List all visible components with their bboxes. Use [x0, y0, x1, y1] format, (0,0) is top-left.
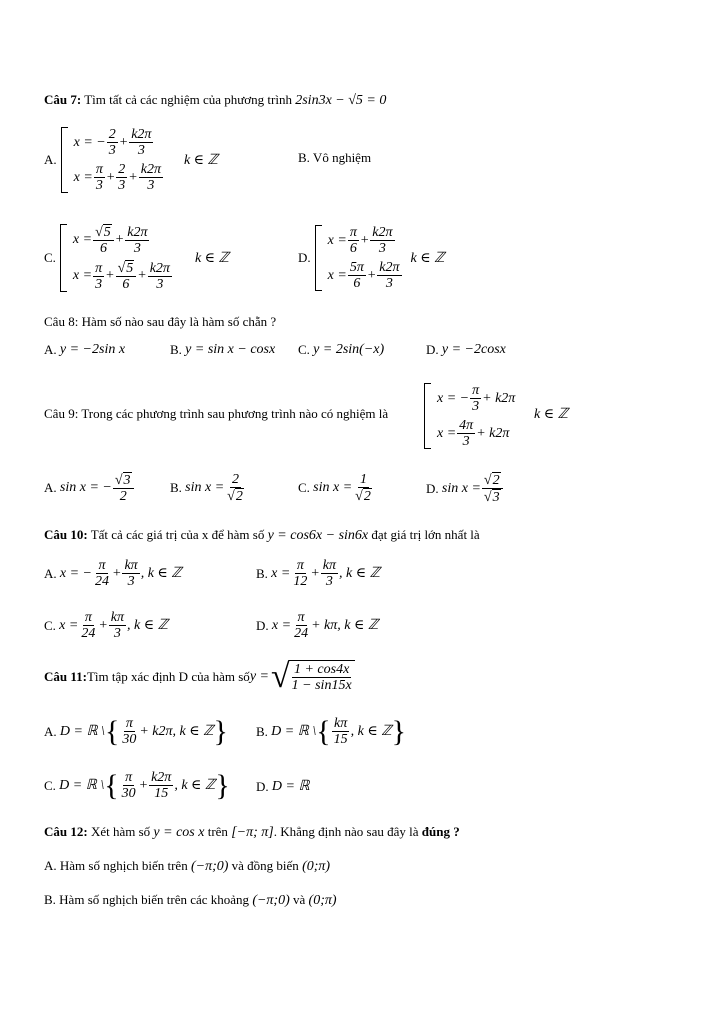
- q9-option-a: A. sin x = − $\frac{√3}{2}$: [44, 472, 135, 504]
- bracket: [424, 383, 431, 449]
- equation-system: x = − $\frac{2}{3}$ + $\frac{k2\pi}{3}$ x = $\frac{\pi}{3}$ + $\frac{2}{3}$ + $\frac{k2\pi}{3}$: [61, 127, 164, 193]
- q8-text: Hàm số nào sau đây là hàm số chẵn ?: [78, 314, 277, 329]
- q9-text: Trong các phương trình sau phương trình nào có nghiệm là: [78, 406, 389, 421]
- q12-option-b: B. Hàm số nghịch biến trên các khoảng (−π;0) và (0;π): [44, 892, 337, 908]
- q9-k-in-z: k ∈ ℤ: [534, 407, 569, 422]
- q12-option-a: A. Hàm số nghịch biến trên (−π;0) và đồng biến (0;π): [44, 858, 331, 874]
- question-8: [44, 314, 276, 330]
- q9-solution-system: [424, 376, 515, 456]
- q7-option-c: [44, 215, 229, 301]
- q8-label: Câu 8:: [44, 314, 79, 329]
- q10-option-b: B. x = $\frac{\pi}{12}$ + $\frac{k\pi}{3}$ , k ∈ ℤ: [256, 558, 381, 589]
- option-label: C.: [44, 250, 56, 265]
- q7-option-d: [298, 215, 445, 301]
- option-label: A.: [44, 152, 57, 167]
- k-in-z: k ∈ ℤ: [183, 152, 218, 168]
- q11-option-d: D. D = ℝ: [256, 778, 310, 794]
- q7-option-b: B. Vô nghiệm: [298, 150, 372, 165]
- q7-label: Câu 7:: [44, 92, 82, 107]
- q7-text: Tìm tất cả các nghiệm của phương trình: [81, 92, 296, 107]
- q8-option-a: A. y = −2sin x: [44, 342, 126, 357]
- q11-option-c: C. D = ℝ \ { $\frac{\pi}{30}$ + $\frac{k2\pi}{15}$ , k ∈ ℤ }: [44, 768, 230, 802]
- bracket: [315, 225, 322, 291]
- equation-system: x = $\frac{√5}{6}$ + $\frac{k2\pi}{3}$ x = $\frac{\pi}{3}$ + $\frac{√5}{6}$ + $\frac{k2\pi}{3}$: [60, 224, 173, 292]
- q7-equation: 2sin3x − √5 = 0: [295, 93, 387, 108]
- q11-option-b: B. D = ℝ \ { $\frac{k\pi}{15}$ , k ∈ ℤ }: [256, 714, 407, 748]
- equation-system: x = − $\frac{\pi}{3}$ + k2π x = $\frac{4\pi}{3}$ + k2π: [424, 383, 515, 449]
- question-9: [44, 406, 388, 422]
- bracket: [60, 224, 67, 292]
- k-in-z: k ∈ ℤ: [410, 250, 445, 266]
- question-7: [44, 92, 386, 109]
- k-in-z: k ∈ ℤ: [194, 250, 229, 266]
- question-11: Câu 11: Tìm tập xác định D của hàm số y = √ $\frac{1 + \cos 4x}{1 - \sin 15x}$: [44, 660, 355, 694]
- q7-option-a: [44, 120, 218, 200]
- question-12: Câu 12: Xét hàm số y = cos x trên [−π; π]. Khẳng định nào sau đây là đúng ?: [44, 824, 460, 840]
- q8-option-b: B. y = sin x − cosx: [170, 342, 276, 357]
- q9-option-c: C. sin x = $\frac{1}{√2}$: [298, 472, 371, 504]
- q9-option-b: B. sin x = $\frac{2}{√2}$: [170, 472, 243, 504]
- q10-option-c: C. x = $\frac{\pi}{24}$ + $\frac{k\pi}{3}$ , k ∈ ℤ: [44, 610, 169, 641]
- equation-system: x = $\frac{\pi}{6}$ + $\frac{k2\pi}{3}$ x = $\frac{5\pi}{6}$ + $\frac{k2\pi}{3}$: [315, 225, 403, 291]
- q8-option-c: C. y = 2sin(−x): [298, 342, 385, 357]
- q10-option-d: D. x = $\frac{\pi}{24}$ + kπ , k ∈ ℤ: [256, 610, 379, 641]
- q11-option-a: A. D = ℝ \ { $\frac{\pi}{30}$ + k2π, k ∈ ℤ }: [44, 714, 228, 748]
- option-label: D.: [298, 250, 311, 265]
- q9-option-d: D. sin x = $\frac{√2}{√3}$: [426, 472, 504, 505]
- q8-option-d: D. y = −2cosx: [426, 342, 506, 357]
- bracket: [61, 127, 68, 193]
- q9-label: Câu 9:: [44, 406, 79, 421]
- question-10: Câu 10: Tất cả các giá trị của x để hàm số y = cos6x − sin6x đạt giá trị lớn nhất là: [44, 527, 480, 543]
- q10-option-a: A. x = − $\frac{\pi}{24}$ + $\frac{k\pi}{3}$ , k ∈ ℤ: [44, 558, 182, 589]
